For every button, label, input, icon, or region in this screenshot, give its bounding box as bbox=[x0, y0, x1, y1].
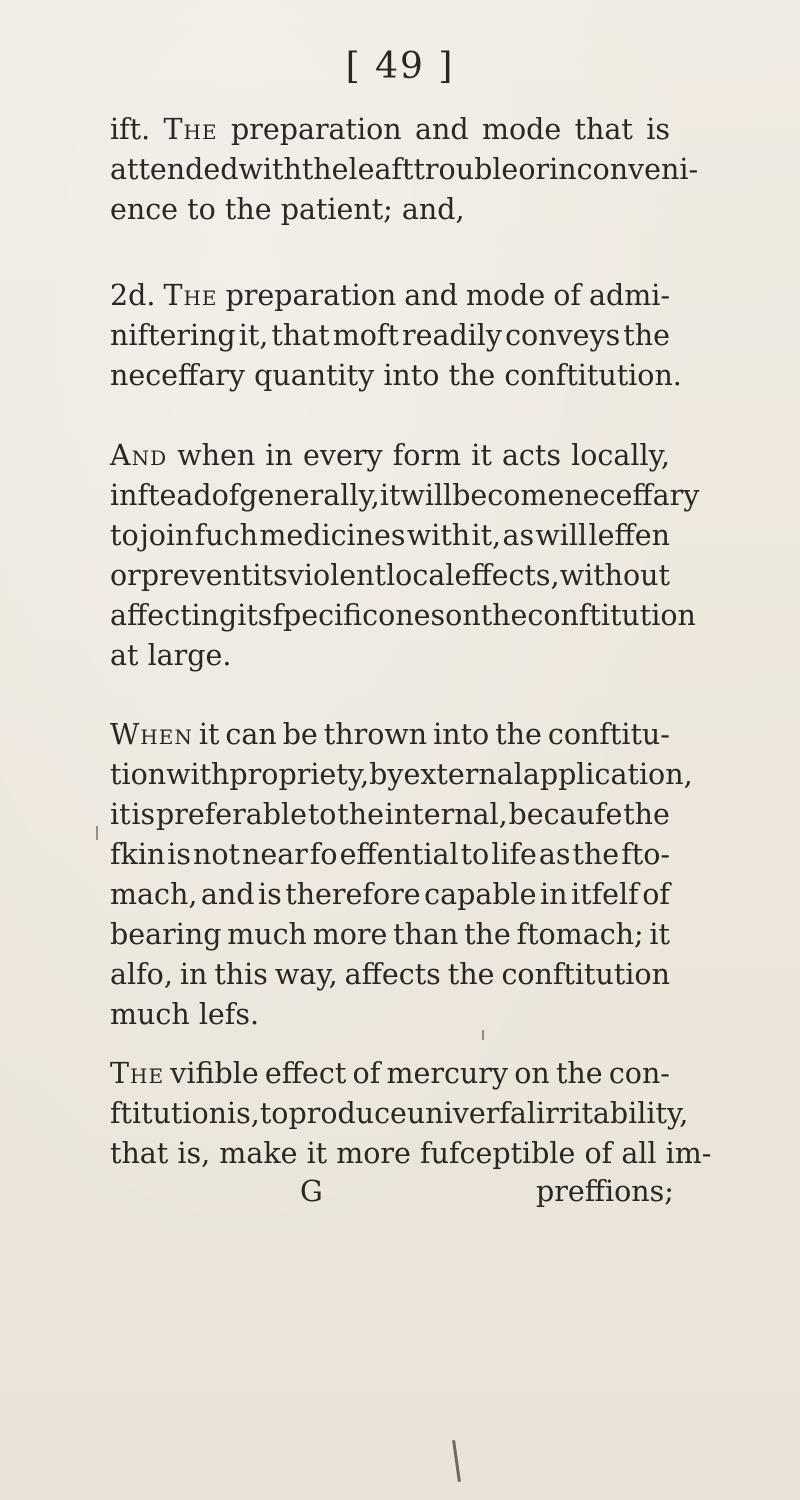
word: in bbox=[179, 958, 208, 991]
word: all bbox=[621, 1137, 657, 1170]
word: attended bbox=[110, 153, 239, 186]
word: fkin bbox=[110, 838, 166, 871]
word: propriety, bbox=[229, 758, 370, 791]
text-line bbox=[110, 596, 696, 636]
word: external bbox=[403, 758, 523, 791]
word: irritability, bbox=[535, 1097, 689, 1130]
paragraph-3 bbox=[110, 436, 700, 676]
text-line bbox=[110, 150, 699, 190]
word: as bbox=[502, 519, 535, 552]
word: will bbox=[400, 479, 453, 512]
word: preferable bbox=[155, 798, 307, 831]
word: capable bbox=[424, 878, 537, 911]
word: at bbox=[110, 639, 139, 672]
word: neceffary bbox=[564, 479, 700, 512]
word: that bbox=[271, 319, 330, 352]
text-line bbox=[110, 915, 670, 955]
text-line bbox=[110, 715, 670, 755]
word: ftitution bbox=[110, 1097, 228, 1130]
word: on bbox=[445, 599, 481, 632]
word: the bbox=[448, 359, 496, 392]
word: fo bbox=[309, 838, 338, 871]
word: prevent bbox=[140, 559, 253, 592]
word: mach, bbox=[110, 878, 198, 911]
word: conftitution. bbox=[504, 359, 682, 392]
word: is bbox=[646, 113, 670, 146]
word: mode bbox=[465, 279, 546, 312]
word: locally, bbox=[571, 439, 670, 472]
word: therefore bbox=[285, 878, 421, 911]
word: and bbox=[404, 279, 458, 312]
word: fufceptible bbox=[420, 1137, 576, 1170]
word: preparation bbox=[225, 279, 397, 312]
word: medicines bbox=[259, 519, 406, 552]
word: make bbox=[219, 1137, 298, 1170]
text-line bbox=[110, 995, 670, 1035]
word: on bbox=[514, 1057, 550, 1090]
catchword: preffions; bbox=[536, 1175, 674, 1208]
page-number: [ 49 ] bbox=[345, 46, 455, 87]
word: or bbox=[518, 153, 550, 186]
word: con- bbox=[608, 1057, 670, 1090]
word: of bbox=[211, 479, 240, 512]
word: bearing bbox=[110, 918, 222, 951]
word: fto- bbox=[621, 838, 670, 871]
word: is bbox=[258, 878, 282, 911]
word: it bbox=[198, 718, 220, 751]
footer-line bbox=[0, 1172, 800, 1212]
text-line bbox=[110, 316, 670, 356]
word: becaufe bbox=[508, 798, 623, 831]
word: leaft bbox=[348, 153, 414, 186]
word: the bbox=[480, 599, 528, 632]
word: every bbox=[303, 439, 383, 472]
word: the bbox=[623, 319, 670, 352]
ink-speck bbox=[452, 1440, 461, 1482]
word: effects, bbox=[454, 559, 560, 592]
word: its bbox=[237, 599, 273, 632]
word: its bbox=[252, 559, 288, 592]
ink-speck bbox=[482, 1030, 484, 1040]
word: is bbox=[131, 798, 156, 831]
text-line bbox=[110, 556, 670, 596]
word: by bbox=[369, 758, 404, 791]
word: admi- bbox=[588, 279, 670, 312]
word: that bbox=[110, 1137, 169, 1170]
word: the bbox=[447, 958, 495, 991]
word: ftomach; bbox=[516, 918, 644, 951]
word: effential bbox=[339, 838, 459, 871]
word: or bbox=[110, 559, 141, 592]
word: conftitu- bbox=[547, 718, 670, 751]
word: The bbox=[163, 113, 218, 146]
word: The bbox=[110, 1057, 165, 1090]
word: much bbox=[110, 998, 190, 1031]
word: tion bbox=[110, 758, 167, 791]
word: readily bbox=[401, 319, 503, 352]
paragraph-5 bbox=[110, 1054, 712, 1174]
word: ift. bbox=[110, 113, 151, 146]
word: of bbox=[584, 1137, 613, 1170]
word: leffen bbox=[588, 519, 670, 552]
word: more bbox=[336, 1137, 411, 1170]
word: vifible bbox=[170, 1057, 259, 1090]
word: it bbox=[649, 918, 670, 951]
word: as bbox=[538, 838, 571, 871]
word: the bbox=[495, 718, 542, 751]
word: into bbox=[433, 718, 490, 751]
word: itfelf bbox=[571, 878, 639, 911]
text-line bbox=[110, 476, 700, 516]
word: is, bbox=[227, 1097, 260, 1130]
word: into bbox=[383, 359, 440, 392]
word: produce bbox=[288, 1097, 407, 1130]
word: im- bbox=[665, 1137, 712, 1170]
word: generally, bbox=[239, 479, 380, 512]
text-line bbox=[110, 516, 670, 556]
word: conftitution bbox=[527, 599, 696, 632]
word: can bbox=[225, 718, 277, 751]
text-line bbox=[110, 1094, 689, 1134]
word: with bbox=[238, 153, 302, 186]
word: and, bbox=[401, 193, 465, 226]
text-line bbox=[110, 955, 670, 995]
word: lefs. bbox=[198, 998, 260, 1031]
word: conftitution bbox=[501, 958, 670, 991]
word: near bbox=[242, 838, 308, 871]
word: thrown bbox=[323, 718, 428, 751]
word: to bbox=[187, 193, 216, 226]
word: when bbox=[177, 439, 256, 472]
text-line bbox=[110, 1134, 712, 1174]
word: conveys bbox=[505, 319, 621, 352]
text-line bbox=[110, 436, 670, 476]
paragraph-4 bbox=[110, 715, 693, 1035]
word: it bbox=[379, 479, 401, 512]
text-line bbox=[110, 276, 670, 316]
word: local bbox=[386, 559, 455, 592]
ink-speck bbox=[96, 826, 98, 840]
word: in bbox=[265, 439, 293, 472]
word: The bbox=[163, 279, 218, 312]
word: it bbox=[306, 1137, 328, 1170]
word: patient; bbox=[280, 193, 393, 226]
text-line bbox=[110, 1054, 670, 1094]
word: in bbox=[540, 878, 568, 911]
word: and bbox=[200, 878, 255, 911]
word: not bbox=[193, 838, 241, 871]
word: is bbox=[167, 838, 192, 871]
word: affects bbox=[344, 958, 441, 991]
word: without bbox=[559, 559, 670, 592]
word: large. bbox=[147, 639, 232, 672]
word: be bbox=[282, 718, 318, 751]
text-line bbox=[110, 356, 682, 396]
word: become bbox=[452, 479, 565, 512]
word: much bbox=[227, 918, 307, 951]
word: this bbox=[214, 958, 268, 991]
word: effect bbox=[264, 1057, 347, 1090]
word: of bbox=[352, 1057, 381, 1090]
word: acts bbox=[501, 439, 561, 472]
word: 2d. bbox=[110, 279, 156, 312]
word: the bbox=[224, 193, 272, 226]
word: neceffary bbox=[110, 359, 246, 392]
word: of bbox=[553, 279, 581, 312]
text-line bbox=[110, 110, 670, 150]
word: form bbox=[392, 439, 462, 472]
text-line bbox=[110, 795, 670, 835]
word: way, bbox=[274, 958, 338, 991]
signature-mark: G bbox=[300, 1175, 323, 1208]
word: the bbox=[337, 798, 384, 831]
word: ence bbox=[110, 193, 179, 226]
word: that bbox=[574, 113, 633, 146]
word: to bbox=[110, 519, 139, 552]
word: with bbox=[166, 758, 230, 791]
word: ones bbox=[378, 599, 446, 632]
word: inconveni- bbox=[549, 153, 699, 186]
word: quantity bbox=[254, 359, 375, 392]
word: it bbox=[471, 439, 492, 472]
word: to bbox=[460, 838, 490, 871]
word: internal, bbox=[384, 798, 508, 831]
text-line bbox=[110, 755, 693, 795]
word: niftering bbox=[110, 319, 236, 352]
word: preparation bbox=[230, 113, 402, 146]
word: fuch bbox=[194, 519, 258, 552]
word: it, bbox=[471, 519, 502, 552]
word: with bbox=[406, 519, 471, 552]
word: and bbox=[415, 113, 469, 146]
word: moft bbox=[332, 319, 399, 352]
word: the bbox=[572, 838, 620, 871]
text-line bbox=[110, 835, 670, 875]
word: it, bbox=[238, 319, 269, 352]
text-line bbox=[110, 875, 670, 915]
word: trouble bbox=[413, 153, 519, 186]
word: application, bbox=[522, 758, 693, 791]
word: than bbox=[393, 918, 459, 951]
word: will bbox=[535, 519, 588, 552]
text-line bbox=[110, 190, 670, 230]
word: mercury bbox=[386, 1057, 509, 1090]
word: to bbox=[307, 798, 337, 831]
word: the bbox=[555, 1057, 603, 1090]
word: When bbox=[110, 718, 193, 751]
word: is, bbox=[177, 1137, 211, 1170]
word: it bbox=[110, 798, 131, 831]
word: more bbox=[312, 918, 388, 951]
word: And bbox=[110, 439, 168, 472]
paragraph-2 bbox=[110, 276, 682, 396]
word: life bbox=[491, 838, 537, 871]
word: of bbox=[642, 878, 670, 911]
word: univerfal bbox=[406, 1097, 536, 1130]
word: the bbox=[301, 153, 349, 186]
word: violent bbox=[287, 559, 386, 592]
text-line bbox=[110, 636, 670, 676]
word: inftead bbox=[110, 479, 212, 512]
word: affecting bbox=[110, 599, 238, 632]
word: to bbox=[259, 1097, 289, 1130]
paragraph-1 bbox=[110, 110, 699, 230]
word: the bbox=[623, 798, 670, 831]
word: fpecific bbox=[272, 599, 379, 632]
word: mode bbox=[481, 113, 562, 146]
word: join bbox=[139, 519, 194, 552]
word: the bbox=[464, 918, 511, 951]
word: alfo, bbox=[110, 958, 173, 991]
